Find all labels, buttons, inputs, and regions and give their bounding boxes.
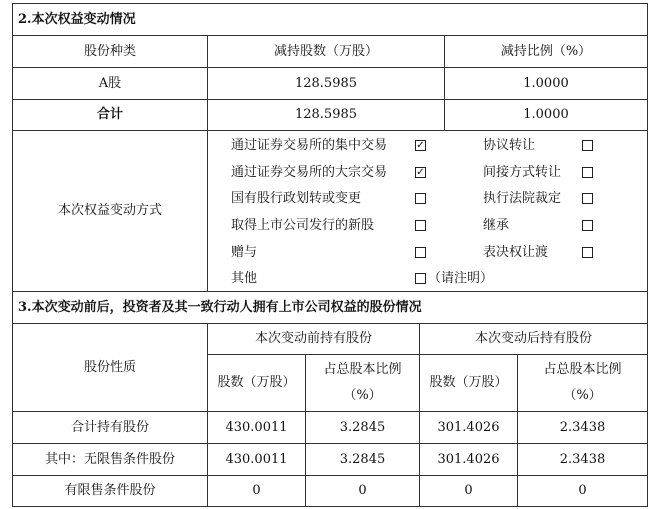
header-after-shares: 股数（万股） [429,375,508,390]
row-a-share-ratio: 1.0000 [523,75,569,91]
header-after-ratio-line2: （%） [563,388,602,403]
row-a-share-shares: 128.5985 [294,75,358,91]
checkbox-agreement-transfer[interactable] [582,140,593,151]
mode-centralized-trading: 通过证券交易所的集中交易 [231,138,388,153]
row-total-shares: 128.5985 [294,107,358,122]
row-unrestricted-before-ratio: 3.2845 [339,451,386,467]
checkbox-inheritance[interactable] [582,220,593,231]
mode-other: 其他 [231,271,258,286]
checkbox-indirect-transfer[interactable] [582,167,593,178]
header-before-ratio-line1: 占总股本比例 [323,362,402,377]
other-note: （请注明） [428,271,494,286]
row-restricted-label: 有限售条件股份 [64,483,156,498]
checkbox-block-trading[interactable] [415,167,426,178]
header-share-nature: 股份性质 [83,359,136,375]
header-reduced-shares: 减持股数（万股） [273,43,378,59]
header-before-shares: 股数（万股） [217,375,296,390]
row-restricted-before-shares: 0 [252,483,261,498]
row-total-type: 合计 [96,107,123,122]
section3-title: 3.本次变动前后，投资者及其一致行动人拥有上市公司权益的股份情况 [18,299,422,315]
header-before-holding: 本次变动前持有股份 [254,331,372,346]
header-share-type: 股份种类 [83,43,136,59]
row-unrestricted-after-shares: 301.4026 [437,451,500,467]
row-total-holding-after-shares: 301.4026 [437,419,500,435]
row-unrestricted-after-ratio: 2.3438 [559,451,606,467]
row-restricted-after-shares: 0 [464,483,473,498]
section2-title: 2.本次权益变动情况 [18,11,136,27]
row-total-ratio: 1.0000 [523,107,569,122]
mode-agreement-transfer: 协议转让 [483,138,536,153]
header-before-ratio-line2: （%） [343,388,382,403]
checkbox-court-ruling[interactable] [582,193,593,204]
row-a-share-type: A股 [98,75,122,91]
row-restricted-before-ratio: 0 [358,483,367,498]
checkbox-other[interactable] [415,273,426,284]
mode-indirect-transfer: 间接方式转让 [483,165,562,180]
check-icon: ✓ [416,167,425,178]
header-after-ratio [518,355,647,411]
mode-gift: 赠与 [231,245,258,260]
mode-block-trading: 通过证券交易所的大宗交易 [231,165,388,180]
row-total-holding-before-shares: 430.0011 [225,419,288,435]
header-after-ratio-line1: 占总股本比例 [543,362,622,377]
row-restricted-after-ratio: 0 [578,483,587,498]
checkbox-new-shares[interactable] [415,220,426,231]
checkbox-voting-transfer[interactable] [582,247,593,258]
header-reduced-ratio: 减持比例（%） [500,43,592,59]
mode-inheritance: 继承 [483,218,510,233]
row-unrestricted-before-shares: 430.0011 [225,451,288,467]
mode-state-transfer: 国有股行政划转或变更 [231,191,362,206]
change-method-label: 本次权益变动方式 [57,203,162,218]
row-total-holding-after-ratio: 2.3438 [559,419,606,435]
mode-new-shares: 取得上市公司发行的新股 [231,218,375,233]
row-total-holding-label: 合计持有股份 [70,419,149,435]
row-total-holding-before-ratio: 3.2845 [339,419,386,435]
header-after-holding: 本次变动后持有股份 [474,331,592,346]
row-unrestricted-label: 其中：无限售条件股份 [44,451,175,467]
mode-voting-transfer: 表决权让渡 [483,245,549,260]
checkbox-gift[interactable] [415,247,426,258]
checkbox-centralized-trading[interactable] [415,140,426,151]
mode-court-ruling: 执行法院裁定 [483,191,562,206]
checkbox-state-transfer[interactable] [415,193,426,204]
header-before-ratio [306,355,419,411]
check-icon: ✓ [416,140,425,151]
